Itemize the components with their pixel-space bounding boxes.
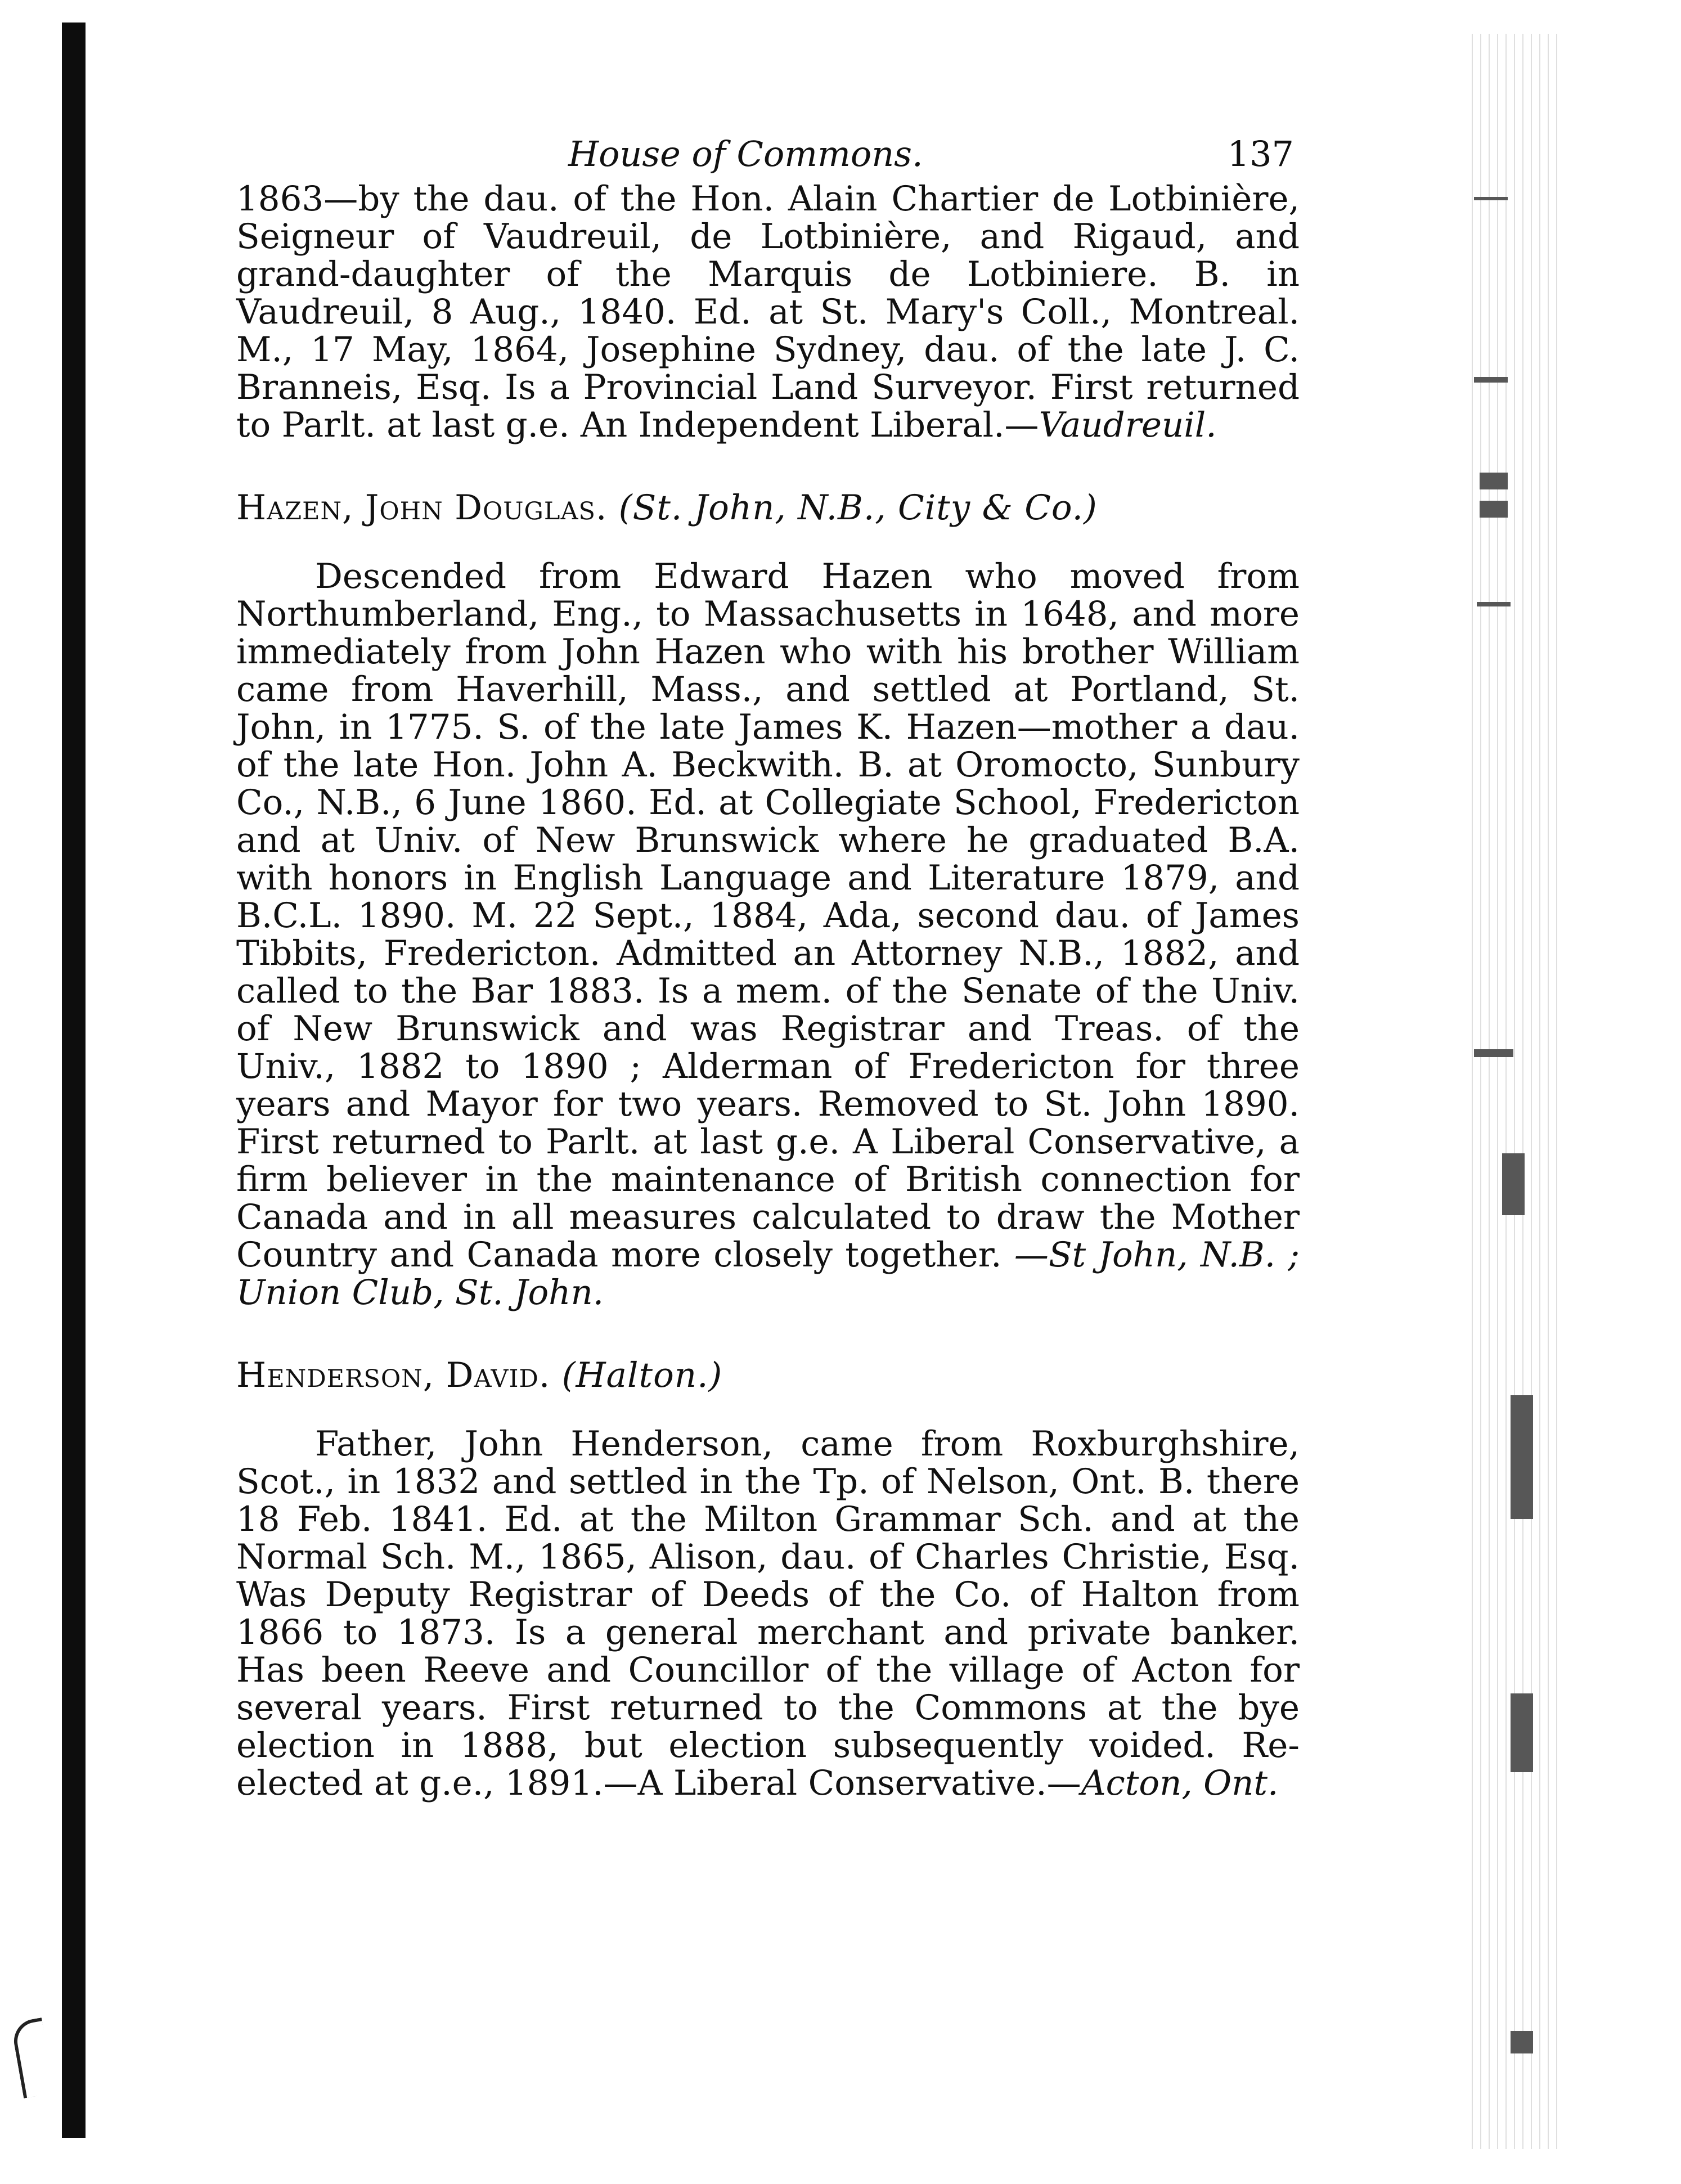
paragraph-text: Father, John Henderson, came from Roxburghshire, Scot., in 1832 and settled in the Tp. of Nelson, Ont. B. there 18 Feb. 1841. Ed. at the Milton Grammar Sch. and at the Normal Sch. M., 1865, Alison, dau. of Charles Christie, Esq. Was Deputy Registrar of Deeds of the Co. of Halton from 1866 to 1873. Is a general merchant and private banker. Has been Reeve and Councillor of the village of Acton for several years. First returned to the Commons at the bye election in 1888, but election subsequently voided. Re-elected at g.e., 1891.—A Liberal Conservative.—	[236, 1424, 1300, 1803]
running-head	[236, 135, 1300, 180]
scan-stray-mark	[11, 2017, 55, 2098]
entry-heading	[236, 489, 1300, 527]
entry-paragraph	[236, 180, 1300, 444]
entry-heading	[236, 1356, 1300, 1394]
scan-page-edge	[1468, 34, 1564, 2149]
page-number: 137	[1227, 133, 1294, 174]
entry-constituency: (Halton.)	[561, 1355, 723, 1395]
paragraph-text: Descended from Edward Hazen who moved from Northumberland, Eng., to Massachusetts in 1648, and more immediately from John Hazen who with his brother William came from Haverhill, Mass., and settled at Portland, St. John, in 1775. S. of the late James K. Hazen—mother a dau. of the late Hon. John A. Beckwith. B. at Oromocto, Sunbury Co., N.B., 6 June 1860. Ed. at Collegiate School, Fredericton and at Univ. of New Brunswick where he graduated B.A. with honors in English Language and Literature 1879, and B.C.L. 1890. M. 22 Sept., 1884, Ada, second dau. of James Tibbits, Fredericton. Admitted an Attorney N.B., 1882, and called to the Bar 1883. Is a mem. of the Senate of the Univ. of New Brunswick and was Registrar and Treas. of the Univ., 1882 to 1890 ; Alderman of Fredericton for three years and Mayor for two years. Removed to St. John 1890. First returned to Parlt. at last g.e. A Liberal Conservative, a firm believer in the maintenance of British connection for Canada and in all measures calculated to draw the Mother Country and Canada more closely together.	[236, 556, 1300, 1275]
paragraph-address: Acton, Ont.	[1081, 1763, 1279, 1803]
entry-paragraph	[236, 558, 1300, 1311]
entry-name: Hazen, John Douglas.	[236, 488, 608, 528]
running-head-title: House of Commons.	[568, 133, 923, 174]
entry-paragraph	[236, 1425, 1300, 1802]
paragraph-address: —St John, N.B. ; Union Club, St. John.	[236, 1235, 1300, 1313]
paragraph-address: Vaudreuil.	[1039, 405, 1217, 445]
scan-binding-shadow	[62, 23, 86, 2138]
entry-name: Henderson, David.	[236, 1355, 551, 1395]
document-page	[236, 135, 1300, 1802]
entry-constituency: (St. John, N.B., City & Co.)	[618, 488, 1098, 528]
paragraph-text: 1863—by the dau. of the Hon. Alain Chartier de Lotbinière, Seigneur of Vaudreuil, de Lotbinière, and Rigaud, and grand-daughter of the Marquis de Lotbiniere. B. in Vaudreuil, 8 Aug., 1840. Ed. at St. Mary's Coll., Montreal. M., 17 May, 1864, Josephine Sydney, dau. of the late J. C. Branneis, Esq. Is a Provincial Land Surveyor. First returned to Parlt. at last g.e. An Independent Liberal.—	[236, 179, 1300, 445]
